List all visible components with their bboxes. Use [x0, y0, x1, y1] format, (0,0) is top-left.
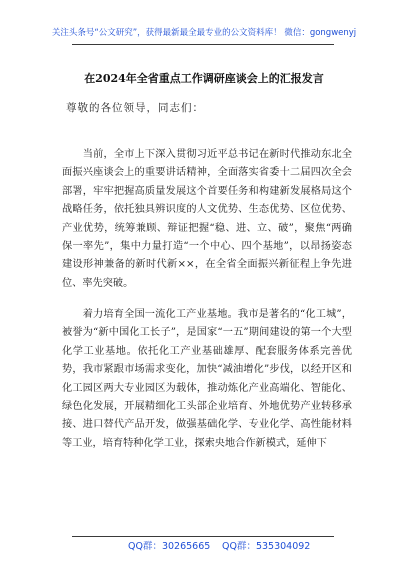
document-title: 在2024年全省重点工作调研座谈会上的汇报发言 [84, 72, 324, 85]
footer-qq-group-1: QQ群：30265665 [128, 541, 211, 552]
footer [0, 538, 408, 554]
header-banner: 关注头条号“公文研究”，获得最新最全最专业的公文资料库！ 微信：gongwenyj [51, 28, 357, 38]
footer-qq-group-2: QQ群：535304092 [222, 541, 311, 552]
body-paragraph-2: 着力培育全国一流化工产业基地。我市是著名的“化工城”，被誉为“新中国化工长子”，是国家“一五”期间建设的第一个大型化学工业基地。依托化工产业基础雄厚、配套服务体系完善优势，我市紧跟市场需求变化，加快“减油增化”步伐，以经开区和化工园区两大专业园区为载体，推动炼化产业高端化、智能化、绿色化发展，开展精细化工头部企业培育、外地优势产业转移承接、进口替代产品开发，做强基础化学、专业化学、高性能材料等工业，培育特种化学工业，探索央地合作新模式，延伸下 [62, 309, 352, 449]
body-paragraph-1: 当前，全市上下深入贯彻习近平总书记在新时代推动东北全面振兴座谈会上的重要讲话精神，全面落实省委十二届四次全会部署，牢牢把握高质量发展这个首要任务和构建新发展格局这个战略任务，依托独具辨识度的人文优势、生态优势、区位优势、产业优势，统筹兼顾、辩证把握“稳、进、立、破”，聚焦“两确保一率先”，集中力量打造“一个中心、四个基地”，以昂扬姿态建设形神兼备的新时代新××，在全省全面振兴新征程上争先进位、率先突破。 [62, 149, 352, 289]
salutation: 尊敬的各位领导，同志们： [66, 102, 204, 114]
footer-divider [72, 536, 334, 537]
header-divider [72, 44, 334, 45]
